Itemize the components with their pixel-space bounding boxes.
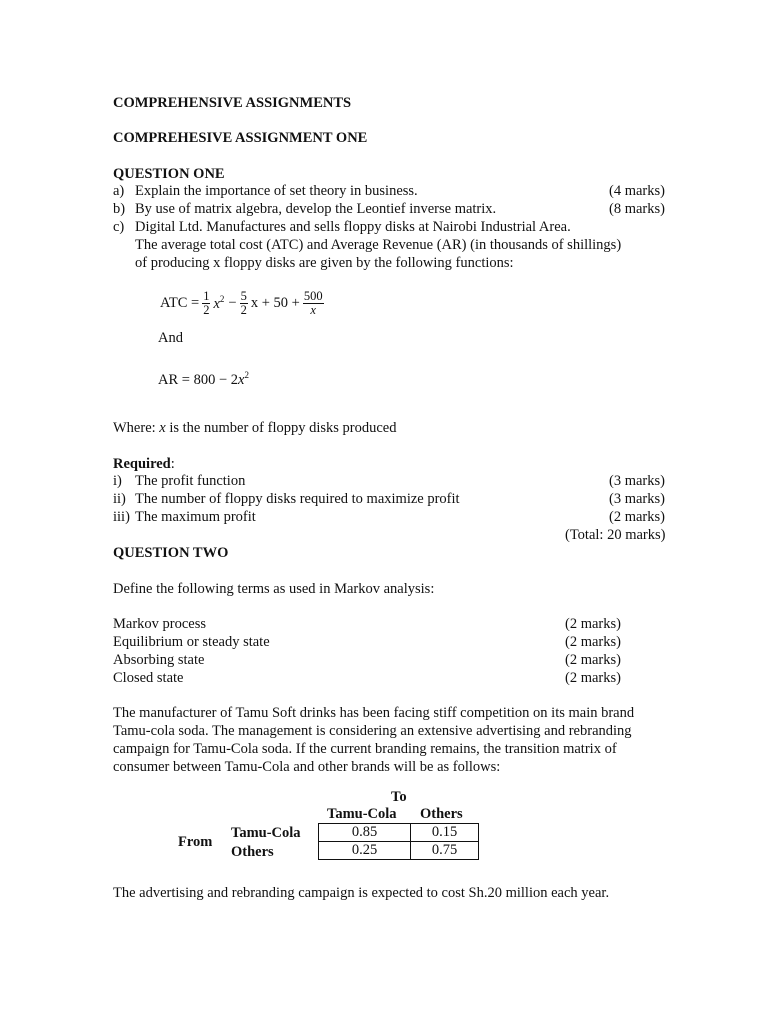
q1-item-a-marks: (4 marks): [609, 183, 665, 199]
atc-lhs: ATC =: [160, 295, 200, 311]
term-markov-process-marks: (2 marks): [565, 616, 621, 632]
req-item-iii-text: The maximum profit: [135, 509, 256, 525]
atc-formula: [158, 290, 325, 317]
question-two-heading: QUESTION TWO: [113, 545, 229, 561]
q1-item-c-line2: The average total cost (ATC) and Average Revenue (AR) (in thousands of shillings): [135, 237, 622, 253]
atc-minus: −: [228, 295, 237, 311]
where-suffix: is the number of floppy disks produced: [165, 420, 397, 436]
matrix-row-label-others: Others: [231, 844, 274, 860]
paragraph-line-2: Tamu-cola soda. The management is considering an extensive advertising and rebranding: [113, 723, 632, 739]
atc-term-1-var: x: [213, 295, 220, 312]
term-markov-process: Markov process: [113, 616, 207, 632]
and-text: And: [158, 330, 183, 346]
q1-item-c-line3: of producing x floppy disks are given by the following functions:: [135, 255, 514, 271]
q1-item-c-text: Digital Ltd. Manufactures and sells floppy disks at Nairobi Industrial Area.: [135, 219, 571, 235]
req-item-ii-label: ii): [113, 491, 126, 507]
markov-intro: Define the following terms as used in Markov analysis:: [113, 581, 435, 597]
atc-fraction-2-num: 5: [240, 289, 247, 303]
q1-item-a-label: a): [113, 183, 125, 199]
matrix-col-header-others: Others: [420, 806, 463, 822]
atc-fraction-2: [240, 290, 248, 317]
q1-item-b-marks: (8 marks): [609, 201, 665, 217]
assignment-heading: COMPREHESIVE ASSIGNMENT ONE: [113, 130, 368, 146]
paragraph-line-1: The manufacturer of Tamu Soft drinks has been facing stiff competition on its main brand: [113, 705, 635, 721]
paragraph-line-3: campaign for Tamu-Cola soda. If the current branding remains, the transition matrix of: [113, 741, 617, 757]
where-var: x: [159, 420, 166, 436]
matrix-cell: 0.75: [411, 842, 479, 860]
atc-fraction-1: [202, 290, 210, 317]
closing-sentence: The advertising and rebranding campaign is expected to cost Sh.20 million each year.: [113, 885, 610, 901]
atc-term-1: [211, 294, 226, 313]
ar-lhs: AR = 800 − 2: [158, 371, 238, 388]
question-one-heading: QUESTION ONE: [113, 166, 225, 182]
required-label: Required: [113, 456, 171, 472]
req-item-i-text: The profit function: [135, 473, 246, 489]
where-text: [113, 419, 397, 437]
matrix-row-label-tamu-cola: Tamu-Cola: [231, 825, 301, 841]
required-heading: [113, 455, 175, 473]
atc-fraction-3-den: x: [310, 303, 316, 317]
matrix-cell: 0.15: [411, 824, 479, 842]
atc-fraction-2-den: 2: [240, 303, 247, 317]
term-absorbing-marks: (2 marks): [565, 652, 621, 668]
term-equilibrium: Equilibrium or steady state: [113, 634, 270, 650]
matrix-cell: 0.25: [319, 842, 411, 860]
atc-term-1-exp: 2: [219, 294, 225, 305]
atc-fraction-3: [303, 290, 324, 317]
matrix-row-others: [319, 842, 479, 860]
paragraph-line-4: consumer between Tamu-Cola and other brands will be as follows:: [113, 759, 501, 775]
q1-item-b-label: b): [113, 201, 126, 217]
term-absorbing: Absorbing state: [113, 652, 205, 668]
term-closed: Closed state: [113, 670, 184, 686]
req-item-iii-label: iii): [113, 509, 130, 525]
q1-item-a-text: Explain the importance of set theory in business.: [135, 183, 418, 199]
atc-fraction-1-num: 1: [203, 289, 210, 303]
atc-fraction-3-num: 500: [303, 289, 323, 303]
matrix-row-tamu-cola: [319, 824, 479, 842]
q1-total-marks: (Total: 20 marks): [565, 527, 666, 543]
atc-fraction-1-den: 2: [203, 303, 210, 317]
where-prefix: Where:: [113, 420, 160, 436]
term-equilibrium-marks: (2 marks): [565, 634, 621, 650]
q1-item-b-text: By use of matrix algebra, develop the Leontief inverse matrix.: [135, 201, 497, 217]
ar-formula: [158, 366, 249, 389]
required-colon: :: [170, 456, 175, 472]
req-item-ii-marks: (3 marks): [609, 491, 665, 507]
req-item-iii-marks: (2 marks): [609, 509, 665, 525]
q1-item-c-label: c): [113, 219, 125, 235]
term-closed-marks: (2 marks): [565, 670, 621, 686]
req-item-ii-text: The number of floppy disks required to maximize profit: [135, 491, 460, 507]
transition-matrix: [318, 823, 479, 860]
req-item-i-label: i): [113, 473, 122, 489]
ar-exp: 2: [244, 370, 249, 380]
req-item-i-marks: (3 marks): [609, 473, 665, 489]
matrix-from-label: From: [178, 834, 213, 850]
matrix-col-header-tamu-cola: Tamu-Cola: [327, 806, 397, 822]
document-title: COMPREHENSIVE ASSIGNMENTS: [113, 95, 352, 111]
matrix-cell: 0.85: [319, 824, 411, 842]
atc-term-2: x + 50 +: [250, 295, 300, 311]
matrix-to-label: To: [391, 789, 407, 805]
ar-var: x: [238, 371, 245, 388]
